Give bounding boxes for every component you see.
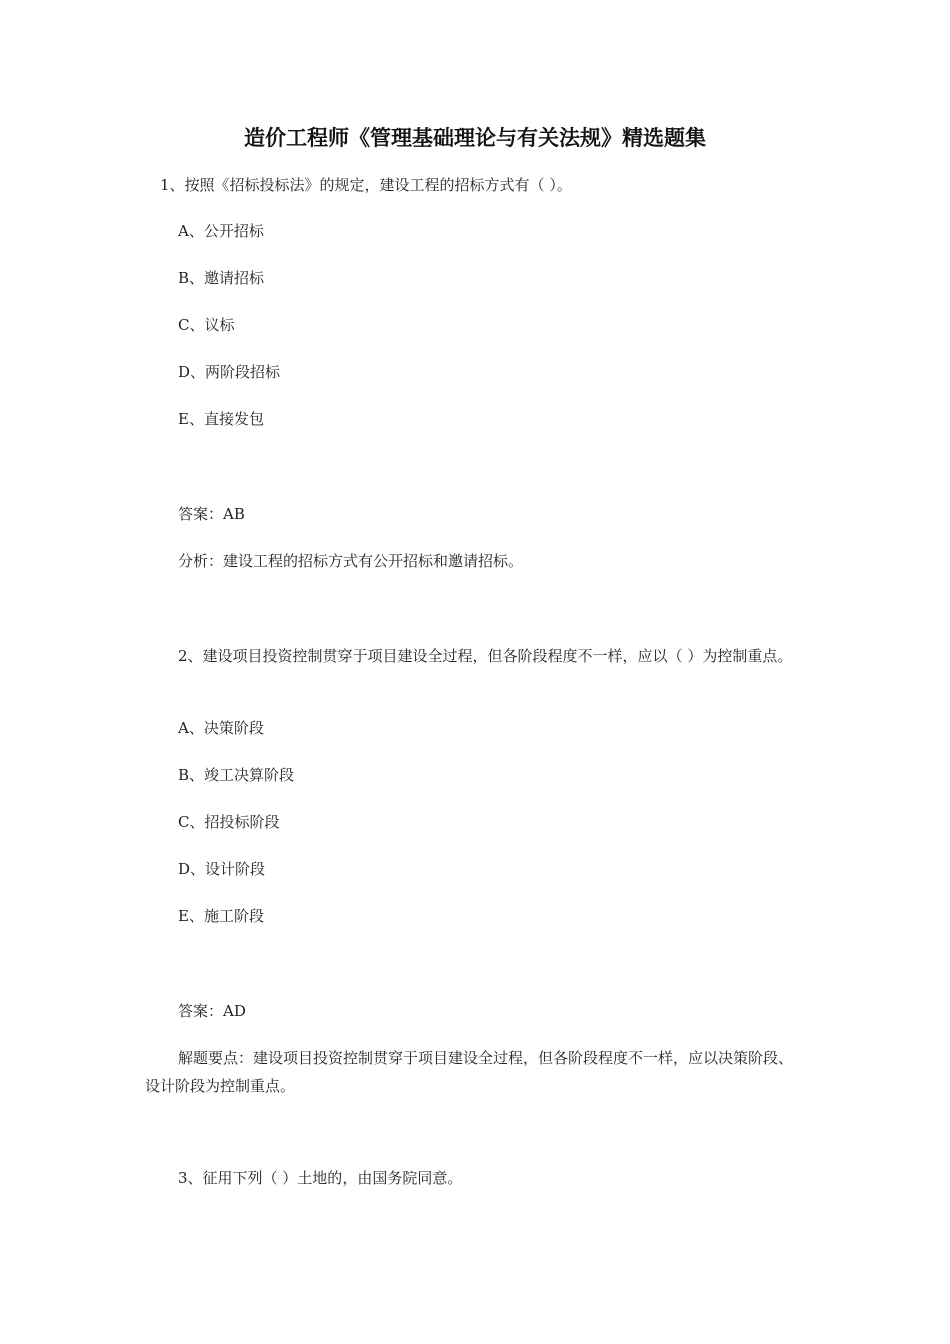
question-2-text: 2、建设项目投资控制贯穿于项目建设全过程，但各阶段程度不一样，应以（ ）为控制重点。	[178, 647, 793, 665]
question-3-text: 3、征用下列（ ）土地的，由国务院同意。	[178, 1169, 463, 1187]
question-1-option-a: A、公开招标	[178, 222, 264, 240]
question-1-option-e: E、直接发包	[178, 410, 264, 428]
question-1-text: 1、按照《招标投标法》的规定，建设工程的招标方式有（ ）。	[160, 176, 572, 194]
question-2-analysis: 解题要点：建设项目投资控制贯穿于项目建设全过程，但各阶段程度不一样，应以决策阶段、设计阶段为控制重点。	[145, 1049, 794, 1095]
question-1-option-b: B、邀请招标	[178, 269, 265, 287]
question-1-option-d: D、两阶段招标	[178, 363, 281, 381]
question-2-option-a: A、决策阶段	[178, 719, 264, 737]
document-title: 造价工程师《管理基础理论与有关法规》精选题集	[244, 126, 706, 150]
question-1-answer: 答案：AB	[178, 505, 245, 523]
question-1-option-c: C、议标	[178, 316, 235, 334]
question-2-option-e: E、施工阶段	[178, 907, 264, 925]
question-2-option-c: C、招投标阶段	[178, 813, 280, 831]
question-2-option-b: B、竣工决算阶段	[178, 766, 295, 784]
question-1-analysis: 分析：建设工程的招标方式有公开招标和邀请招标。	[178, 552, 524, 570]
question-2-option-d: D、设计阶段	[178, 860, 266, 878]
question-2-answer: 答案：AD	[178, 1002, 246, 1020]
